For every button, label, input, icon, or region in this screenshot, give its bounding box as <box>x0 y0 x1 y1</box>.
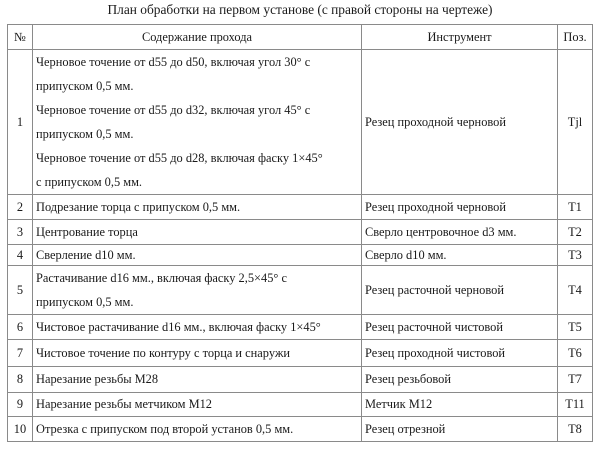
row-number: 3 <box>8 220 33 245</box>
pass-content-line: Черновое точение от d55 до d50, включая угол 30° с <box>36 55 311 69</box>
table-row <box>8 50 593 195</box>
row-number: 4 <box>8 245 33 266</box>
header-pass-content: Содержание прохода <box>33 25 362 50</box>
tool-name: Сверло d10 мм. <box>362 245 558 266</box>
pass-content <box>33 50 362 195</box>
tool-name: Резец проходной черновой <box>362 50 558 195</box>
pass-content-line: Черновое точение от d55 до d28, включая фаску 1×45° <box>36 151 323 165</box>
tool-name: Резец проходной черновой <box>362 195 558 220</box>
pass-content: Подрезание торца с припуском 0,5 мм. <box>33 195 362 220</box>
tool-name: Метчик М12 <box>362 393 558 417</box>
tool-position: T8 <box>558 417 593 442</box>
tool-position: T4 <box>558 266 593 315</box>
tool-name: Сверло центровочное d3 мм. <box>362 220 558 245</box>
tool-position: T2 <box>558 220 593 245</box>
tool-position: T3 <box>558 245 593 266</box>
table-row <box>8 417 593 442</box>
pass-content-line: Растачивание d16 мм., включая фаску 2,5×45° с <box>36 271 287 285</box>
pass-content: Нарезание резьбы М28 <box>33 367 362 393</box>
tool-position: T5 <box>558 315 593 340</box>
tool-name: Резец расточной черновой <box>362 266 558 315</box>
tool-name: Резец резьбовой <box>362 367 558 393</box>
row-number: 10 <box>8 417 33 442</box>
table-header-row <box>8 25 593 50</box>
tool-position: T6 <box>558 340 593 367</box>
tool-name: Резец проходной чистовой <box>362 340 558 367</box>
row-number: 1 <box>8 50 33 195</box>
row-number: 7 <box>8 340 33 367</box>
pass-content <box>33 266 362 315</box>
row-number: 6 <box>8 315 33 340</box>
row-number: 2 <box>8 195 33 220</box>
table-row <box>8 367 593 393</box>
pass-content-line: с припуском 0,5 мм. <box>36 175 143 189</box>
pass-content: Нарезание резьбы метчиком М12 <box>33 393 362 417</box>
pass-content: Чистовое растачивание d16 мм., включая фаску 1×45° <box>33 315 362 340</box>
tool-position: Tjl <box>558 50 593 195</box>
table-row <box>8 245 593 266</box>
pass-content: Чистовое точение по контуру с торца и снаружи <box>33 340 362 367</box>
page-title: План обработки на первом установе (с правой стороны на чертеже) <box>107 2 493 17</box>
table-row <box>8 220 593 245</box>
row-number: 8 <box>8 367 33 393</box>
pass-content-line: припуском 0,5 мм. <box>36 127 134 141</box>
pass-content-line: Черновое точение от d55 до d32, включая угол 45° с <box>36 103 311 117</box>
tool-name: Резец расточной чистовой <box>362 315 558 340</box>
tool-position: T11 <box>558 393 593 417</box>
header-position: Поз. <box>558 25 593 50</box>
pass-content: Сверление d10 мм. <box>33 245 362 266</box>
machining-plan-table <box>7 24 593 442</box>
table-row <box>8 340 593 367</box>
tool-position: T1 <box>558 195 593 220</box>
pass-content-line: припуском 0,5 мм. <box>36 295 134 309</box>
table-row <box>8 195 593 220</box>
header-number: № <box>8 25 33 50</box>
tool-position: T7 <box>558 367 593 393</box>
table-row <box>8 266 593 315</box>
row-number: 5 <box>8 266 33 315</box>
table-row <box>8 393 593 417</box>
tool-name: Резец отрезной <box>362 417 558 442</box>
pass-content: Центрование торца <box>33 220 362 245</box>
pass-content-line: припуском 0,5 мм. <box>36 79 134 93</box>
table-row <box>8 315 593 340</box>
pass-content: Отрезка с припуском под второй установ 0,5 мм. <box>33 417 362 442</box>
header-tool: Инструмент <box>362 25 558 50</box>
row-number: 9 <box>8 393 33 417</box>
